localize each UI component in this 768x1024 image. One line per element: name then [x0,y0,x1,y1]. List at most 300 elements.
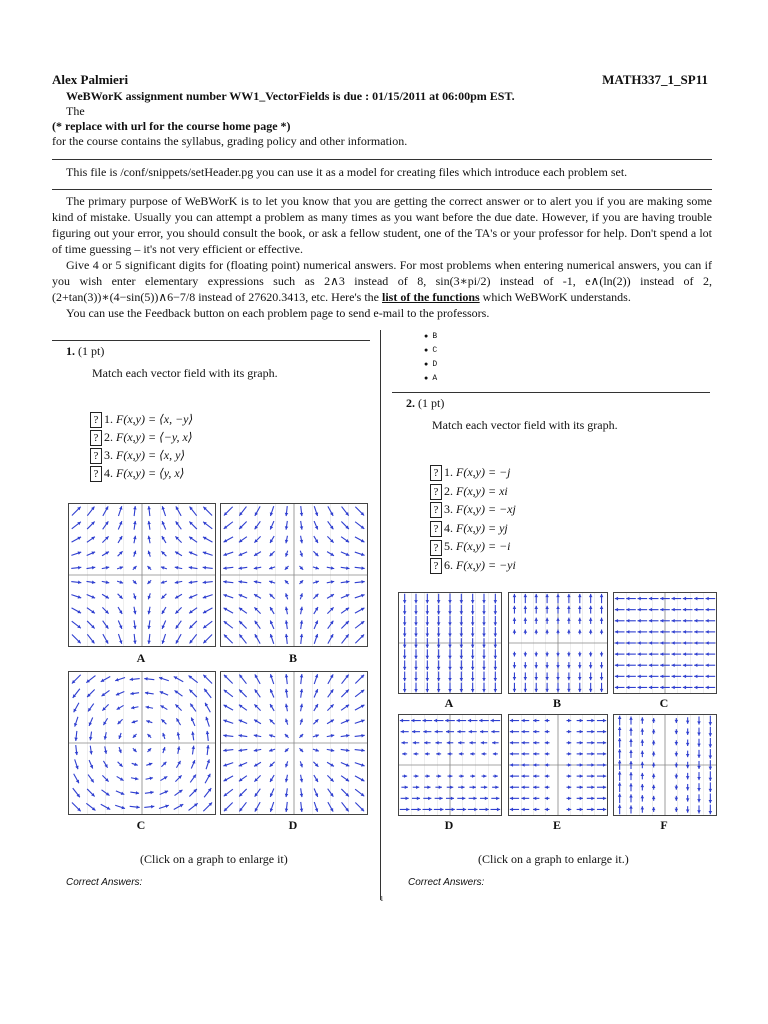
vector-arrowhead [694,663,697,667]
answer-list-value: C [432,346,438,355]
problem-1-answer-box-4[interactable]: ? [90,466,102,482]
vector-arrowhead [638,675,641,679]
vector-arrowhead [578,677,582,680]
vector-arrowhead [709,800,713,803]
vector-arrowhead [591,730,594,734]
problem-2-number: 2. [406,396,415,410]
vector-arrowhead [545,752,548,756]
problem-2-answer-box-5[interactable]: ? [430,540,442,556]
course-url-link[interactable]: (* replace with url for the course home page *) [52,119,291,133]
vector-arrowhead [534,677,538,680]
vector-arrowhead [618,716,622,719]
vector-arrowhead [683,686,686,690]
vector-arrowhead [472,774,475,778]
course-code: MATH337_1_SP11 [602,72,708,87]
vector-arrowhead [683,619,686,623]
vector-arrowhead [706,619,709,623]
vector-arrowhead [686,754,690,757]
vector-arrowhead [147,506,150,509]
vector-arrowhead [697,744,701,747]
vector-arrowhead [300,634,303,637]
problem-2-item-number: 3. [444,502,456,517]
vector-arrowhead [361,566,364,569]
vector-arrowhead [603,730,606,734]
vector-arrowhead [521,752,524,756]
vector-arrowhead [568,774,571,778]
vector-arrowhead [412,730,415,734]
vector-arrowhead [556,630,560,633]
vector-arrowhead [706,652,709,656]
graph-f[interactable] [613,714,717,816]
vector-arrowhead [510,808,513,812]
vector-arrowhead [434,719,437,723]
vector-arrowhead [361,734,364,737]
vector-arrowhead [686,787,690,790]
vector-arrowhead [660,686,663,690]
problem-2-formula: F(x,y) = −xj [456,502,516,517]
problem-2-correct-answers: Correct Answers: [408,877,485,888]
vector-arrowhead [534,594,538,597]
graph-c[interactable] [68,671,216,815]
vector-arrowhead [448,634,452,637]
graph-e[interactable] [508,714,608,816]
answer-list-item [424,332,437,341]
vector-arrowhead [534,653,538,656]
vector-arrowhead [479,719,482,723]
vector-arrowhead [545,763,548,767]
problem-2-answer-box-3[interactable]: ? [430,502,442,518]
vector-arrowhead [494,645,498,648]
vector-arrowhead [471,611,475,614]
answer-list-value: A [432,374,438,383]
vector-arrowhead [513,630,517,633]
vector-arrowhead [660,675,663,679]
vector-arrowhead [144,677,147,680]
vector-arrowhead [591,785,594,789]
vector-arrowhead [600,618,604,621]
problem-2-heading [406,396,444,411]
problem-2-item-4 [430,519,508,537]
vector-arrowhead [449,774,452,778]
vector-arrowhead [641,740,645,743]
graph-b[interactable] [220,503,368,647]
vector-arrowhead [629,739,633,742]
problem-1-answer-box-2[interactable]: ? [90,430,102,446]
graph-label: D [288,818,298,832]
problem-1-number: 1. [66,344,75,358]
vector-arrowhead [403,634,407,637]
problem-2-answer-box-2[interactable]: ? [430,484,442,500]
vector-arrowhead [709,733,713,736]
problem-1-item-3 [90,446,185,464]
vector-arrowhead [649,675,652,679]
problem-2-item-number: 4. [444,520,456,535]
vector-arrowhead [440,808,443,812]
vector-arrowhead [413,741,416,745]
problem-1-correct-answers: Correct Answers: [66,877,143,888]
vector-arrowhead [510,797,513,801]
vector-arrowhead [495,774,498,778]
vector-arrowhead [416,785,419,789]
vector-arrowhead [474,808,477,812]
vector-arrowhead [709,722,713,725]
vector-arrowhead [556,653,560,656]
problem-1-item-number: 3. [104,448,116,462]
vector-arrowhead [568,752,571,756]
problem-2-rule [392,392,710,393]
vector-arrowhead [474,797,477,801]
problem-1-formula: F(x,y) = ⟨x, −y⟩ [116,412,194,426]
vector-arrowhead [686,776,690,779]
vector-arrowhead [300,674,303,677]
bullet-icon: ● [424,361,433,369]
problem-2-item-5 [430,537,511,555]
vector-arrowhead [697,777,701,780]
problem-2-formula: F(x,y) = yj [456,520,508,535]
problem-2-answer-box-6[interactable]: ? [430,558,442,574]
vector-arrowhead [660,597,663,601]
vector-arrowhead [426,689,430,692]
vector-arrowhead [524,606,528,609]
vector-arrowhead [618,749,622,752]
problem-2-answer-box-1[interactable]: ? [430,465,442,481]
vector-arrowhead [494,689,498,692]
vector-arrowhead [482,611,486,614]
vector-arrowhead [694,597,697,601]
vector-arrowhead [463,808,466,812]
vector-arrowhead [568,741,571,745]
vector-arrowhead [426,600,430,603]
vector-arrowhead [568,730,571,734]
vector-arrowhead [683,641,686,645]
vector-arrowhead [524,665,528,668]
vector-arrowhead [641,728,645,731]
vector-arrowhead [683,597,686,601]
vector-arrowhead [694,675,697,679]
vector-arrowhead [401,741,404,745]
vector-arrowhead [534,665,538,668]
vector-arrowhead [660,663,663,667]
vector-arrowhead [130,678,133,681]
vector-arrowhead [495,785,498,789]
problem-1-formula: F(x,y) = ⟨−y, x⟩ [116,430,193,444]
vector-arrowhead [448,611,452,614]
vector-arrowhead [206,731,209,734]
vector-arrowhead [694,608,697,612]
vector-arrowhead [417,797,420,801]
vector-arrowhead [521,785,524,789]
problem-2-item-number: 5. [444,539,456,554]
vector-arrowhead [414,656,418,659]
vector-arrowhead [513,665,517,668]
vector-arrowhead [524,677,528,680]
vector-arrowhead [428,797,431,801]
course-info: for the course contains the syllabus, grading policy and other information. [52,134,408,148]
vector-arrowhead [448,656,452,659]
vector-arrowhead [404,774,407,778]
vector-arrowhead [591,797,594,801]
vector-arrowhead [591,741,594,745]
vector-arrowhead [471,600,475,603]
vector-arrowhead [445,719,448,723]
vector-arrowhead [545,797,548,801]
vector-arrowhead [203,581,206,584]
vector-arrowhead [578,653,582,656]
vector-arrowhead [697,799,701,802]
graph-label: A [136,651,146,665]
vector-arrowhead [603,785,606,789]
vector-arrowhead [589,618,593,621]
vector-arrowhead [483,774,486,778]
problem-1-answer-box-3[interactable]: ? [90,448,102,464]
graph-label: E [552,818,561,832]
graph-d[interactable] [398,714,502,816]
vector-arrowhead [591,763,594,767]
vector-arrowhead [641,751,645,754]
vector-arrowhead [589,689,593,692]
vector-arrowhead [426,611,430,614]
vector-arrowhead [426,667,430,670]
vector-arrowhead [403,645,407,648]
vector-arrowhead [618,727,622,730]
vector-arrowhead [485,797,488,801]
vector-arrowhead [534,618,538,621]
vector-arrowhead [480,730,483,734]
vector-arrowhead [578,689,582,692]
vector-arrowhead [427,785,430,789]
divider [52,189,712,190]
vector-arrowhead [694,641,697,645]
vector-arrowhead [457,719,460,723]
vector-arrowhead [494,611,498,614]
vector-arrowhead [641,717,645,720]
graph-c[interactable] [613,592,717,694]
vector-arrowhead [589,677,593,680]
vector-arrowhead [638,686,641,690]
vector-arrowhead [629,794,633,797]
vector-arrowhead [462,797,465,801]
divider [52,159,712,160]
vector-arrowhead [556,606,560,609]
vector-arrowhead [133,506,136,509]
problem-1-heading [66,344,104,359]
problem-2-formula: F(x,y) = −j [456,465,511,479]
graph-a[interactable] [68,503,216,647]
vector-arrowhead [618,738,622,741]
vector-arrowhead [683,675,686,679]
vector-arrowhead [697,788,701,791]
problem-1-item-2 [90,428,193,446]
vector-arrowhead [686,743,690,746]
vector-arrowhead [435,730,438,734]
vector-arrowhead [147,641,150,644]
problem-2-answer-box-4[interactable]: ? [430,521,442,537]
vector-arrowhead [285,809,288,812]
vector-arrowhead [649,597,652,601]
vector-arrowhead [694,686,697,690]
vector-arrowhead [578,665,582,668]
graph-label: B [288,651,297,665]
vector-arrowhead [448,667,452,670]
vector-arrowhead [556,594,560,597]
vector-arrowhead [425,752,428,756]
student-name: Alex Palmieri [52,72,129,87]
vector-arrowhead [706,663,709,667]
vector-arrowhead [524,689,528,692]
vector-arrowhead [709,811,713,814]
vector-arrowhead [706,686,709,690]
vector-arrowhead [638,641,641,645]
vector-arrowhead [406,808,409,812]
vector-arrowhead [524,618,528,621]
vector-arrowhead [414,645,418,648]
vector-arrowhead [494,600,498,603]
vector-arrowhead [649,630,652,634]
vector-arrowhead [403,611,407,614]
answer-list-item [424,346,437,355]
vector-arrowhead [534,630,538,633]
vector-arrowhead [423,719,426,723]
vector-arrowhead [510,730,513,734]
vector-arrowhead [600,606,604,609]
vector-arrowhead [568,785,571,789]
vector-arrowhead [641,762,645,765]
bullet-icon: ● [424,375,433,383]
vector-arrowhead [482,600,486,603]
graph-label: B [552,696,561,710]
vector-arrowhead [683,663,686,667]
vector-arrowhead [78,581,81,584]
vector-arrowhead [660,630,663,634]
vector-arrowhead [660,608,663,612]
vector-arrowhead [423,730,426,734]
vector-arrowhead [414,689,418,692]
vector-arrowhead [494,622,498,625]
vector-arrowhead [510,741,513,745]
vector-arrowhead [706,597,709,601]
vector-arrowhead [697,810,701,813]
vector-arrowhead [697,721,701,724]
vector-arrowhead [556,689,560,692]
vector-arrowhead [578,594,582,597]
vector-arrowhead [151,805,154,808]
vector-arrowhead [591,752,594,756]
vector-arrowhead [521,797,524,801]
vector-arrowhead [403,600,407,603]
vector-arrowhead [426,634,430,637]
vector-arrowhead [285,674,288,677]
vector-arrowhead [589,653,593,656]
vector-arrowhead [521,719,524,723]
vector-arrowhead [545,785,548,789]
vector-arrowhead [426,622,430,625]
intro-paragraph-2 [52,257,712,305]
vector-arrowhead [672,619,675,623]
vector-arrowhead [415,774,418,778]
vector-arrowhead [672,641,675,645]
vector-arrowhead [568,808,571,812]
vector-arrowhead [578,630,582,633]
vector-arrowhead [660,619,663,623]
the-text: The [66,104,85,118]
intro-paragraph-1: The primary purpose of WeBWorK is to let you know that you are getting the correct answer or to alert you if you are making some kind of mistake. Usually you can attempt a problem as many times as you want before the due date. However, if you are having trouble figuring out your error, you should consult the book, or ask a fellow student, one of the TA's or your professor for help. Don't spend a lot of time guessing – it's not very efficient or effective. [52,194,712,256]
vector-arrowhead [629,761,633,764]
vector-arrowhead [641,773,645,776]
vector-arrowhead [603,741,606,745]
vector-arrowhead [446,730,449,734]
vector-arrowhead [491,719,494,723]
vector-arrowhead [458,741,461,745]
vector-arrowhead [618,794,622,797]
vector-arrowhead [641,806,645,809]
intro-p2-end: which WeBWorK understands. [479,290,631,304]
vector-arrowhead [524,630,528,633]
vector-arrowhead [491,730,494,734]
vector-arrowhead [603,752,606,756]
vector-arrowhead [471,678,475,681]
vector-arrowhead [706,630,709,634]
vector-arrowhead [510,752,513,756]
vector-arrowhead [452,808,455,812]
vector-arrowhead [414,678,418,681]
vector-arrowhead [513,653,517,656]
vector-arrowhead [672,597,675,601]
vector-arrowhead [629,783,633,786]
graph-d[interactable] [220,671,368,815]
vector-arrowhead [649,608,652,612]
assignment-line: WeBWorK assignment number WW1_VectorFields is due : 01/15/2011 at 06:00pm EST. [66,89,515,103]
vector-arrowhead [513,606,517,609]
vector-arrowhead [672,686,675,690]
vector-arrowhead [686,798,690,801]
function-list-link[interactable]: list of the functions [382,290,480,304]
vector-arrowhead [629,772,633,775]
vector-arrowhead [400,719,403,723]
vector-arrowhead [649,641,652,645]
vector-arrowhead [133,641,136,644]
vector-arrowhead [615,641,618,645]
vector-arrowhead [568,797,571,801]
problem-1-answer-box-1[interactable]: ? [90,412,102,428]
vector-arrowhead [641,784,645,787]
graph-label: C [659,696,669,710]
vector-arrowhead [285,634,288,637]
vector-arrowhead [484,785,487,789]
graph-b[interactable] [508,592,608,694]
vector-arrowhead [629,728,633,731]
vector-arrowhead [556,618,560,621]
vector-arrowhead [615,619,618,623]
vector-arrowhead [649,663,652,667]
vector-arrowhead [493,752,496,756]
vector-arrowhead [589,606,593,609]
problem-1-item-1 [90,410,193,428]
problem-1-caption: (Click on a graph to enlarge it) [140,852,288,866]
vector-arrowhead [709,789,713,792]
vector-arrowhead [521,741,524,745]
problem-2-item-6 [430,556,516,574]
problem-2-item-number: 2. [444,483,456,498]
vector-arrowhead [405,785,408,789]
vector-arrowhead [403,667,407,670]
graph-a[interactable] [398,592,502,694]
vector-arrowhead [513,618,517,621]
vector-arrowhead [471,645,475,648]
vector-arrowhead [451,797,454,801]
intro-p2-text: Give 4 or 5 significant digits for (floating point) numerical answers. For most problems when entering numerical answers, you can if you wish enter elementary expressions such as 2∧3 instead of 8, sin(3∗pi/2) instead of -1, e∧(ln(2)) instead of 2, (2+tan(3))∗(4−sin(5))∧6−7/8 instead of 27620.3413, etc. Here's the [52,258,712,304]
vector-arrowhead [545,741,548,745]
problem-1-formula: F(x,y) = ⟨y, x⟩ [116,466,185,480]
